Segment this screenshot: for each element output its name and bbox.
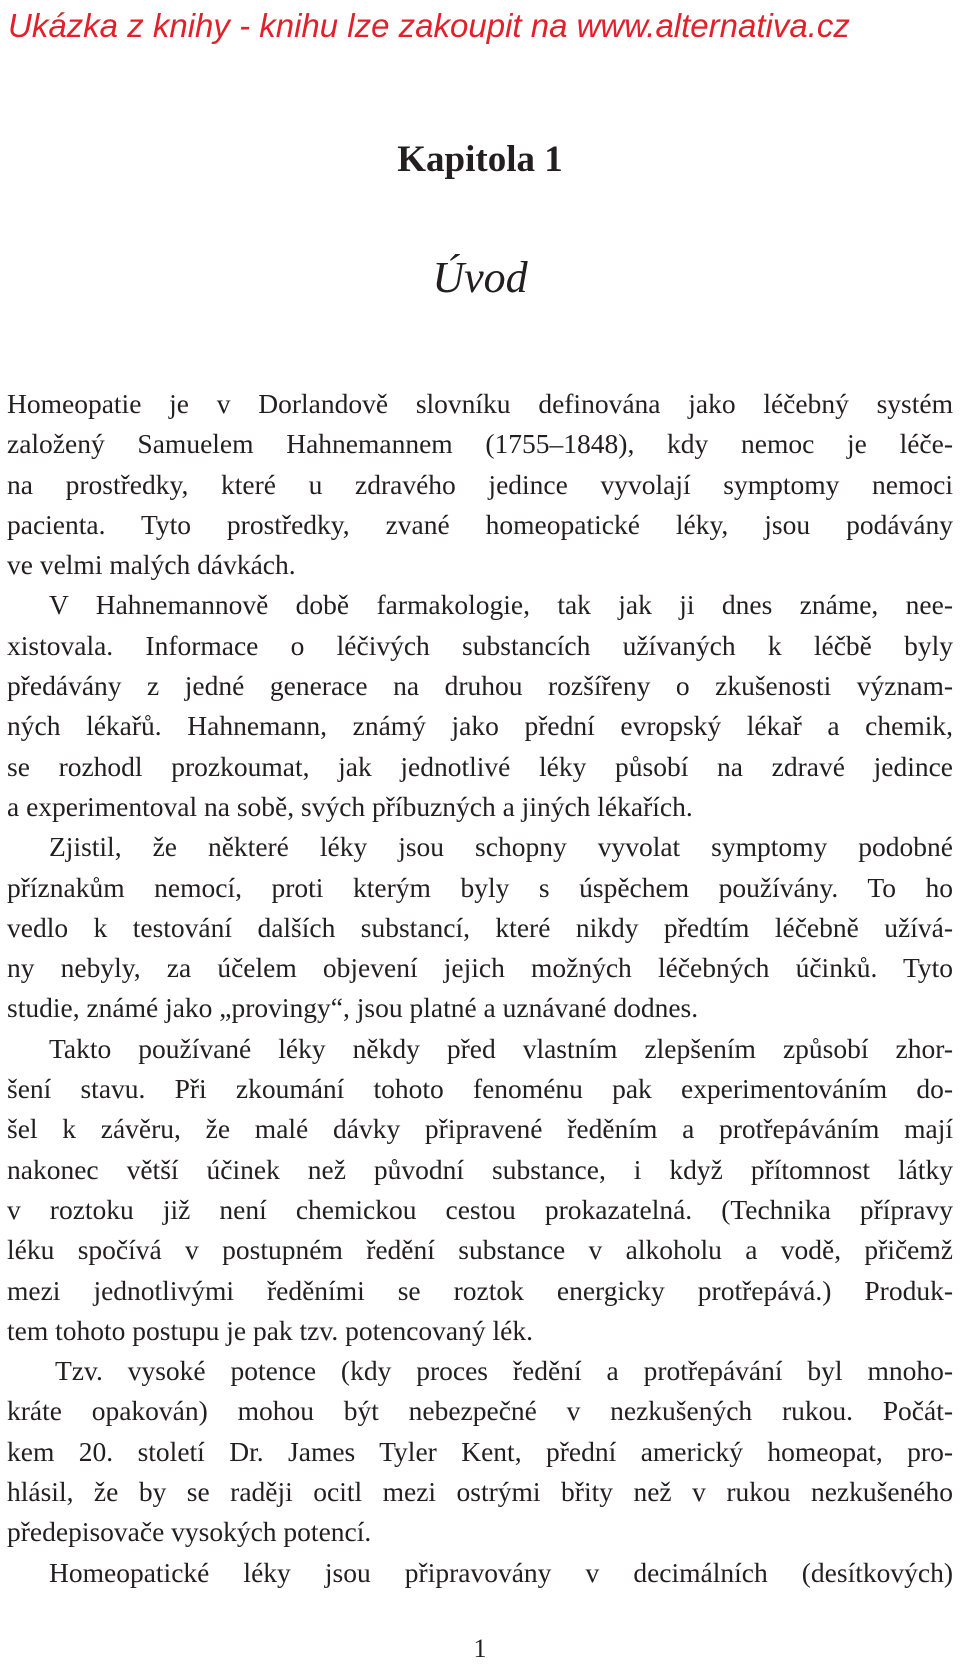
text-line: a experimentoval na sobě, svých příbuzných a jiných lékařích. [7, 790, 693, 822]
text-line: Homeopatické léky jsou připravovány v decimálních (desítkových) [49, 1556, 953, 1588]
promo-banner-link[interactable]: Ukázka z knihy - knihu lze zakoupit na www.alternativa.cz [8, 7, 850, 44]
body-text [7, 384, 953, 1593]
text-line: ných lékařů. Hahnemann, známý jako přední evropský lékař a chemik, [7, 710, 953, 742]
text-line: Homeopatie je v Dorlandově slovníku definována jako léčebný systém [7, 388, 953, 419]
paragraph-4 [7, 1029, 953, 1351]
text-line: šení stavu. Při zkoumání tohoto fenoménu pak experimentováním do- [7, 1073, 953, 1105]
text-line: hlásil, že by se raději ocitl mezi ostrými břity než v rukou nezkušeného [7, 1476, 953, 1508]
text-line: nakonec větší účinek než původní substance, i když přítomnost látky [7, 1153, 953, 1185]
chapter-title: Úvod [432, 253, 528, 302]
text-line: Zjistil, že některé léky jsou schopny vyvolat symptomy podobné [49, 831, 953, 863]
text-line: založený Samuelem Hahnemannem (1755–1848), kdy nemoc je léče- [7, 428, 953, 460]
text-line: v roztoku již není chemickou cestou prokazatelná. (Technika přípravy [7, 1193, 953, 1225]
text-line: na prostředky, které u zdravého jedince vyvolají symptomy nemoci [7, 468, 953, 500]
text-line: vedlo k testování dalších substancí, které nikdy předtím léčebně užívá- [7, 911, 953, 943]
text-line: V Hahnemannově době farmakologie, tak jak ji dnes známe, nee- [49, 589, 953, 621]
text-line: předávány z jedné generace na druhou rozšířeny o zkušenosti význam- [7, 670, 953, 702]
text-line: Takto používané léky někdy před vlastním zlepšením způsobí zhor- [49, 1032, 953, 1064]
text-line: ny nebyly, za účelem objevení jejich možných léčebných účinků. Tyto [7, 952, 953, 984]
page-number: 1 [473, 1634, 487, 1663]
text-line: předepisovače vysokých potencí. [7, 1516, 372, 1548]
text-line: kráte opakován) mohou být nebezpečné v nezkušených rukou. Počát- [7, 1395, 953, 1427]
text-line: ve velmi malých dávkách. [7, 549, 296, 581]
text-line: léku spočívá v postupném ředění substance v alkoholu a vodě, přičemž [7, 1234, 953, 1266]
text-line: kem 20. století Dr. James Tyler Kent, přední americký homeopat, pro- [7, 1435, 953, 1467]
paragraph-2 [7, 585, 953, 827]
text-line: studie, známé jako „provingy“, jsou platné a uznávané dodnes. [7, 992, 699, 1024]
paragraph-1 [7, 384, 953, 585]
text-line: pacienta. Tyto prostředky, zvané homeopatické léky, jsou podávány [7, 508, 953, 540]
text-line: mezi jednotlivými ředěními se roztok energicky protřepává.) Produk- [7, 1274, 953, 1306]
paragraph-3 [7, 827, 953, 1028]
chapter-number: Kapitola 1 [397, 139, 563, 180]
text-line: Tzv. vysoké potence (kdy proces ředění a protřepávání byl mnoho- [55, 1355, 953, 1387]
text-line: příznakům nemocí, proti kterým byly s úspěchem používány. To ho [7, 871, 953, 903]
text-line: se rozhodl prozkoumat, jak jednotlivé léky působí na zdravé jedince [7, 750, 953, 782]
text-line: xistovala. Informace o léčivých substancích užívaných k léčbě byly [7, 629, 953, 661]
text-line: šel k závěru, že malé dávky připravené ředěním a protřepáváním mají [7, 1113, 953, 1145]
text-line: tem tohoto postupu je pak tzv. potencovaný lék. [7, 1314, 533, 1346]
paragraph-6 [7, 1553, 953, 1593]
paragraph-5 [7, 1351, 953, 1552]
